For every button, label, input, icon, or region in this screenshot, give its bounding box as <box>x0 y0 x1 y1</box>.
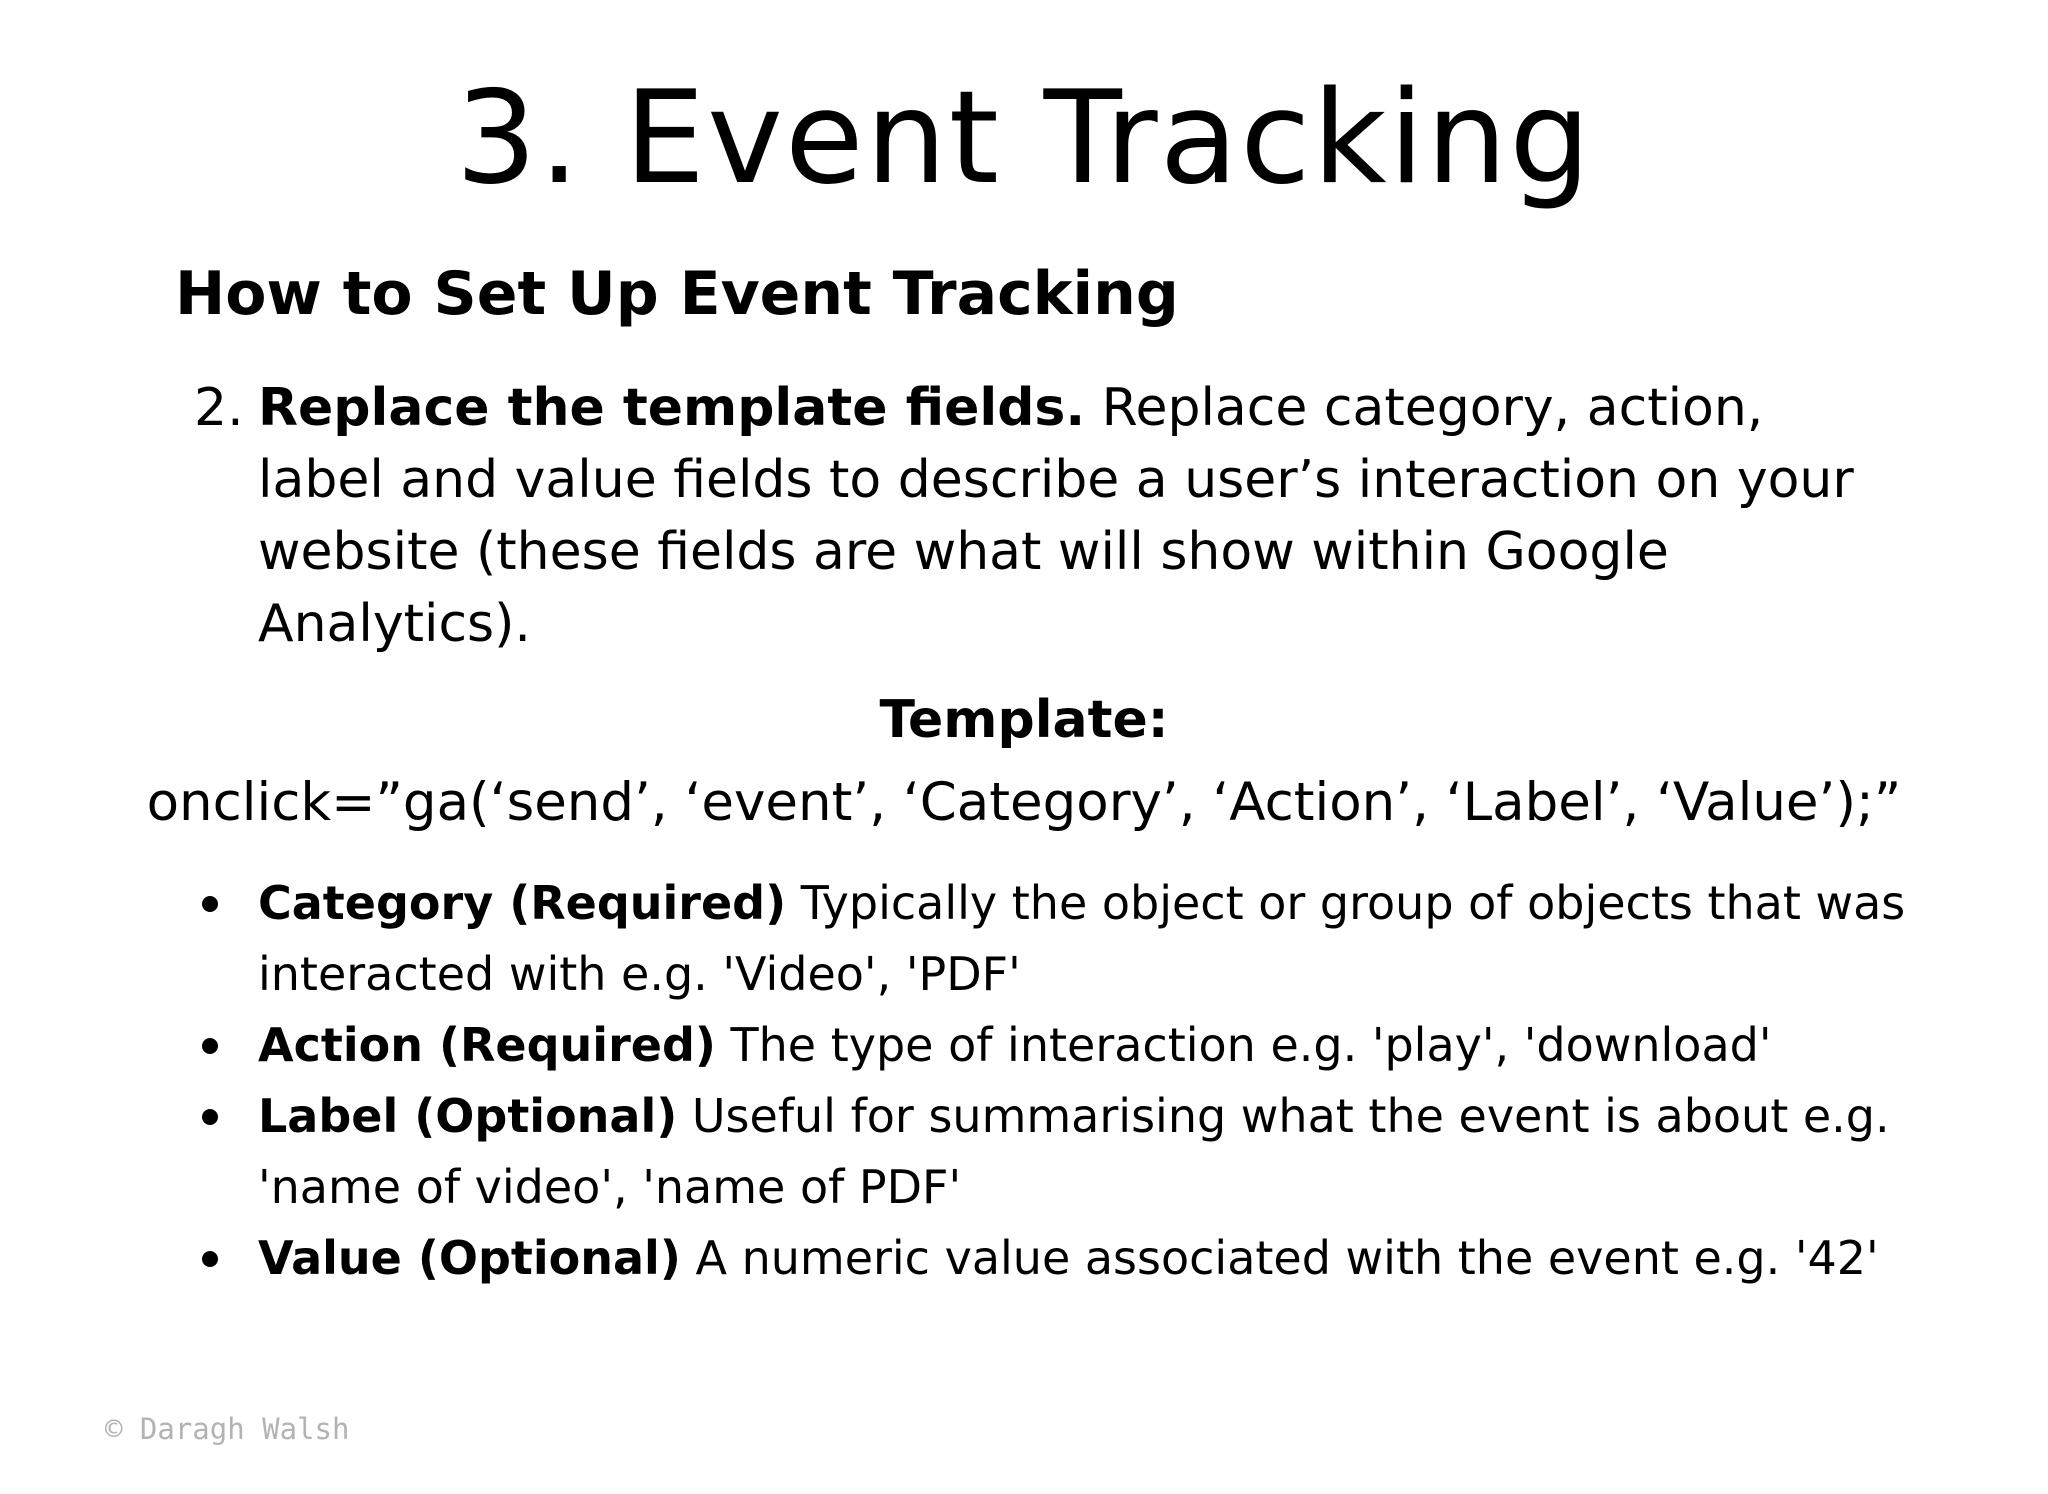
field-description: The type of interaction e.g. 'play', 'download' <box>715 1018 1772 1072</box>
field-name: Action (Required) <box>258 1018 716 1072</box>
field-name: Value (Optional) <box>258 1231 681 1285</box>
template-heading: Template: <box>879 690 1169 750</box>
step-body <box>258 372 1858 660</box>
bullet-icon <box>202 1251 218 1267</box>
list-item <box>194 1010 1914 1081</box>
field-description: Useful for summarising what the event is about e.g. 'name of video', 'name of PDF' <box>258 1089 1890 1214</box>
step-title: Replace the template fields. <box>258 378 1086 438</box>
step-item <box>194 372 1874 660</box>
field-description: A numeric value associated with the event e.g. '42' <box>680 1231 1879 1285</box>
bullet-icon <box>202 1038 218 1054</box>
bullet-icon <box>202 896 218 912</box>
list-item <box>194 1223 1914 1294</box>
copyright-notice: © Daragh Walsh <box>105 1412 350 1446</box>
template-code: onclick=”ga(‘send’, ‘event’, ‘Category’, ‘Action’, ‘Label’, ‘Value’);” <box>146 772 1902 833</box>
step-number: 2. <box>194 378 244 438</box>
field-name: Label (Optional) <box>258 1089 678 1143</box>
field-description: Typically the object or group of objects that was interacted with e.g. 'Video', 'PDF' <box>258 876 1906 1001</box>
section-heading: How to Set Up Event Tracking <box>175 259 1179 329</box>
list-item <box>194 1081 1914 1223</box>
slide-title: 3. Event Tracking <box>455 64 1593 213</box>
field-name: Category (Required) <box>258 876 787 930</box>
field-list <box>194 868 1914 1294</box>
step-description: Replace category, action, label and value fields to describe a user’s interaction on your website (these fields are what will show within Google Analytics). <box>258 378 1854 654</box>
bullet-icon <box>202 1109 218 1125</box>
list-item <box>194 868 1914 1010</box>
